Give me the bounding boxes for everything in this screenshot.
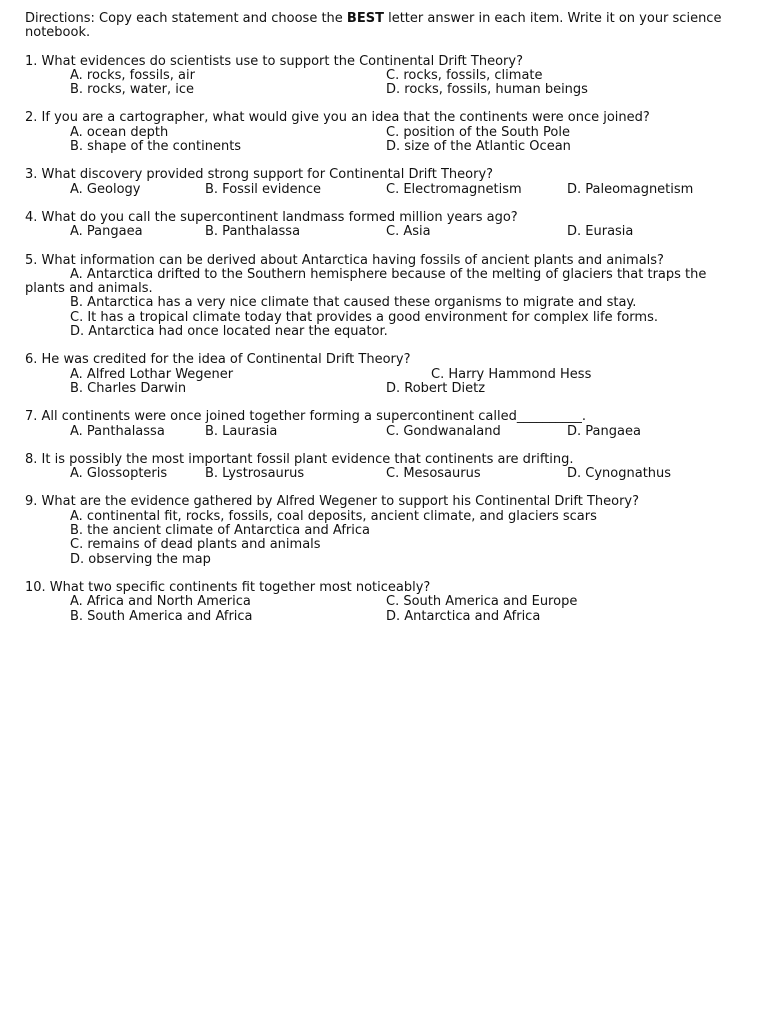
option-a: A. Africa and North America [70, 594, 251, 610]
question-stem: 4. What do you call the supercontinent landmass formed million years ago? [25, 209, 518, 225]
question-stem: 7. All continents were once joined together forming a supercontinent called__________. [25, 409, 586, 425]
option-c: C. Electromagnetism [386, 181, 522, 197]
option-d: D. Cynognathus [567, 466, 672, 482]
directions [25, 12, 745, 41]
option-a: A. ocean depth [70, 124, 169, 140]
option-b: B. Antarctica has a very nice climate that caused these organisms to migrate and stay. [70, 295, 637, 311]
question-2 [25, 111, 745, 154]
option-c: C. Harry Hammond Hess [431, 366, 592, 382]
question-10 [25, 581, 745, 624]
option-d: D. Eurasia [567, 224, 634, 240]
option-b: B. Fossil evidence [205, 181, 321, 197]
question-1 [25, 55, 745, 98]
option-a: A. Glossopteris [70, 466, 168, 482]
option-b: B. South America and Africa [70, 608, 253, 624]
question-stem: 5. What information can be derived about Antarctica having fossils of ancient plants and animals? [25, 252, 664, 268]
option-b: B. Charles Darwin [70, 380, 187, 396]
question-8 [25, 453, 745, 482]
option-c: C. rocks, fossils, climate [386, 67, 543, 83]
directions-lead: Directions: Copy each statement and choose the [25, 11, 347, 26]
directions-emphasis: BEST [346, 11, 384, 26]
question-stem: 6. He was credited for the idea of Continental Drift Theory? [25, 352, 411, 368]
option-b: B. rocks, water, ice [70, 82, 194, 98]
question-7 [25, 410, 745, 439]
option-a: A. Geology [70, 181, 141, 197]
question-9 [25, 495, 745, 566]
question-6 [25, 353, 745, 396]
option-d: D. observing the map [70, 551, 211, 567]
question-4 [25, 211, 745, 240]
option-c: C. remains of dead plants and animals [70, 537, 321, 553]
option-a: A. rocks, fossils, air [70, 67, 195, 83]
question-stem: 9. What are the evidence gathered by Alfred Wegener to support his Continental Drift Theory? [25, 494, 640, 510]
option-d: D. Robert Dietz [386, 380, 486, 396]
option-a: A. Alfred Lothar Wegener [70, 366, 234, 382]
question-stem: 2. If you are a cartographer, what would give you an idea that the continents were once joined? [25, 110, 650, 126]
directions-tail: letter answer in each item. Write it on your science notebook. [25, 11, 722, 41]
question-3 [25, 168, 745, 197]
option-c: C. Asia [386, 224, 431, 240]
option-a: A. Pangaea [70, 224, 143, 240]
option-c: C. position of the South Pole [386, 124, 570, 140]
option-a: A. Antarctica drifted to the Southern hemisphere because of the melting of glaciers that traps the plants and animals. [25, 266, 707, 297]
option-c: C. It has a tropical climate today that provides a good environment for complex life forms. [70, 309, 658, 325]
question-stem: 1. What evidences do scientists use to support the Continental Drift Theory? [25, 53, 523, 69]
option-b: B. the ancient climate of Antarctica and Africa [70, 523, 370, 539]
option-c: C. South America and Europe [386, 594, 578, 610]
option-c: C. Mesosaurus [386, 466, 481, 482]
question-5 [25, 254, 745, 340]
option-d: D. Pangaea [567, 423, 641, 439]
option-b: B. Panthalassa [205, 224, 301, 240]
question-stem: 3. What discovery provided strong support for Continental Drift Theory? [25, 167, 494, 183]
worksheet [25, 12, 745, 624]
option-d: D. size of the Atlantic Ocean [386, 139, 571, 155]
option-a: A. Panthalassa [70, 423, 165, 439]
question-stem: 10. What two specific continents fit together most noticeably? [25, 579, 431, 595]
option-b: B. shape of the continents [70, 139, 242, 155]
option-b: B. Laurasia [205, 423, 278, 439]
question-stem: 8. It is possibly the most important fossil plant evidence that continents are drifting. [25, 451, 574, 467]
option-c: C. Gondwanaland [386, 423, 501, 439]
option-a: A. continental fit, rocks, fossils, coal deposits, ancient climate, and glaciers scars [70, 508, 597, 524]
option-d: D. Paleomagnetism [567, 181, 694, 197]
option-d: D. Antarctica had once located near the equator. [70, 324, 388, 340]
option-d: D. Antarctica and Africa [386, 608, 541, 624]
option-d: D. rocks, fossils, human beings [386, 82, 588, 98]
option-b: B. Lystrosaurus [205, 466, 305, 482]
